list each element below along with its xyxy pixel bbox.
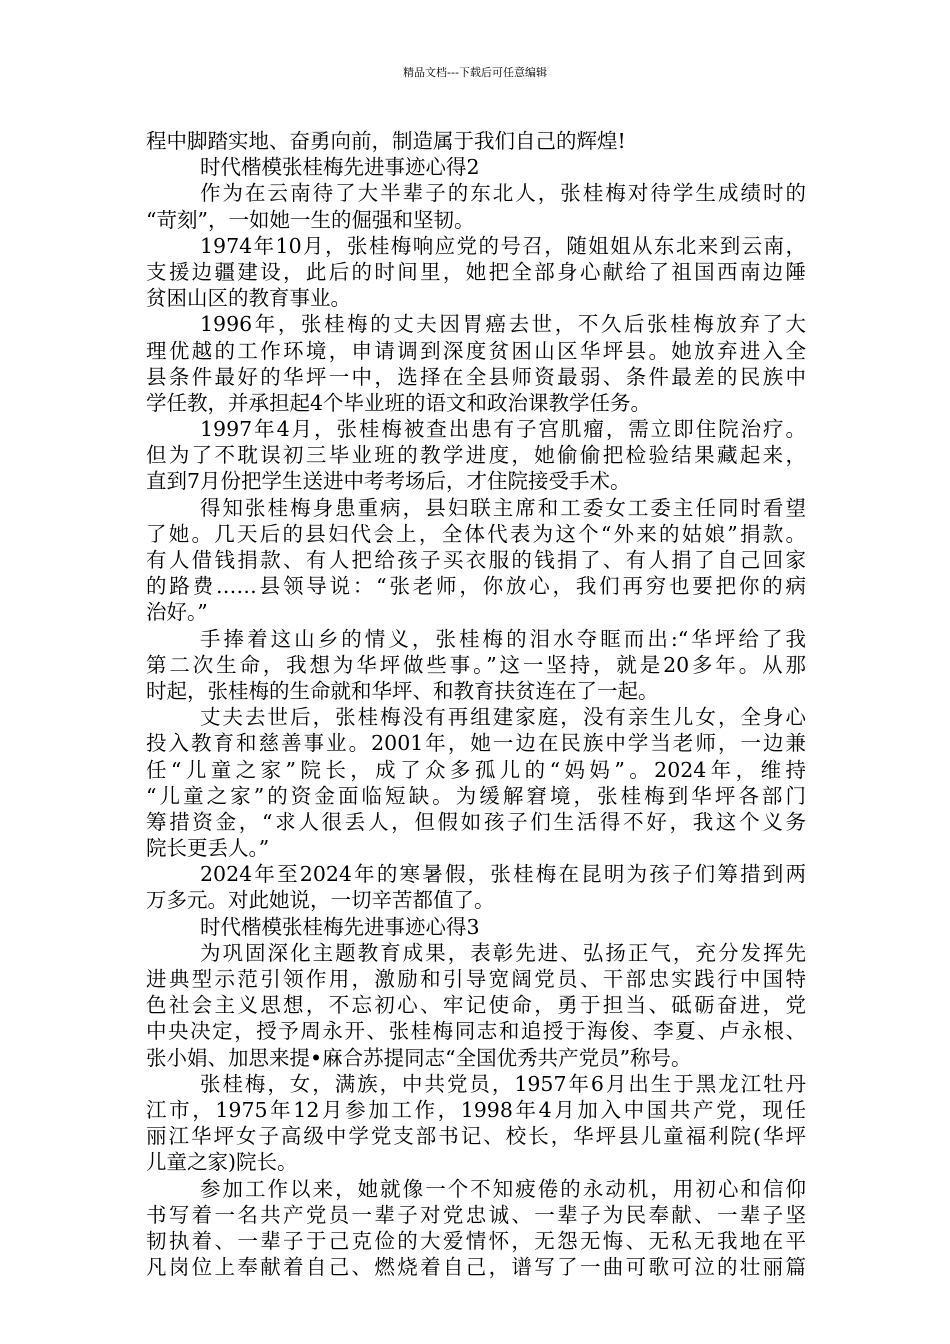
text-line: 1997年4月，张桂梅被查出患有子宫肌瘤，需立即住院治疗。 <box>200 417 806 442</box>
text-line: 为巩固深化主题教育成果，表彰先进、弘扬正气，充分发挥先 <box>200 940 806 965</box>
text-line: 支援边疆建设，此后的时间里，她把全部身心献给了祖国西南边陲 <box>146 259 806 284</box>
text-line: 张桂梅，女，满族，中共党员，1957年6月出生于黑龙江牡丹 <box>200 1071 806 1096</box>
text-line: 但为了不耽误初三毕业班的教学进度，她偷偷把检验结果藏起来， <box>146 443 806 468</box>
text-line: 进典型示范引领作用，激励和引导宽阔党员、干部忠实践行中国特 <box>146 967 806 991</box>
text-line: 院长更丢人。” <box>146 836 270 861</box>
text-line: 江市，1975年12月参加工作，1998年4月加入中国共产党，现任 <box>146 1097 806 1122</box>
text-line: 学任教，并承担起4个毕业班的语文和政治课教学任务。 <box>146 390 652 415</box>
text-line: 1996年，张桂梅的丈夫因胃癌去世，不久后张桂梅放弃了大 <box>200 312 806 337</box>
text-line: 的路费……县领导说：“张老师，你放心，我们再穷也要把你的病 <box>146 574 806 599</box>
text-line: 投入教育和慈善事业。2001年，她一边在民族中学当老师，一边兼 <box>146 731 806 756</box>
text-line: 丈夫去世后，张桂梅没有再组建家庭，没有亲生儿女，全身心 <box>200 705 806 730</box>
text-line: 儿童之家)院长。 <box>146 1150 298 1175</box>
text-line: 县条件最好的华坪一中，选择在全县师资最弱、条件最差的民族中 <box>146 364 806 389</box>
text-line: 中央决定，授予周永开、张桂梅同志和追授于海俊、李夏、卢永根、 <box>146 1019 806 1044</box>
text-line: 韧执着、一辈子于己克俭的大爱情怀，无怨无悔、无私无我地在平 <box>146 1228 806 1253</box>
text-line: “苛刻”，一如她一生的倔强和坚韧。 <box>146 207 475 232</box>
text-line: 丽江华坪女子高级中学党支部书记、校长，华坪县儿童福利院(华坪 <box>146 1124 806 1149</box>
text-line: 筹措资金，“求人很丢人，但假如孩子们生活得不好，我这个义务 <box>146 809 806 834</box>
text-line: 理优越的工作环境，申请调到深度贫困山区华坪县。她放弃进入全 <box>146 338 806 363</box>
document-body <box>146 128 806 1280</box>
text-line: 第二次生命，我想为华坪做些事。”这一坚持，就是20多年。从那 <box>146 652 806 677</box>
text-line: 时起，张桂梅的生命就和华坪、和教育扶贫连在了一起。 <box>146 678 659 703</box>
section-heading: 时代楷模张桂梅先进事迹心得3 <box>200 914 480 939</box>
text-line: 色社会主义思想，不忘初心、牢记使命，勇于担当、砥砺奋进，党 <box>146 993 806 1018</box>
text-line: 1974年10月，张桂梅响应党的号召，随姐姐从东北来到云南， <box>200 233 806 258</box>
text-line: 作为在云南待了大半辈子的东北人，张桂梅对待学生成绩时的 <box>200 181 806 206</box>
text-line: 直到7月份把学生送进中考考场后，才住院接受手术。 <box>146 469 631 494</box>
text-line: 参加工作以来，她就像一个不知疲倦的永动机，用初心和信仰 <box>200 1176 806 1201</box>
text-line: 万多元。对此她说，一切辛苦都值了。 <box>146 888 495 913</box>
text-line: 贫困山区的教育事业。 <box>146 286 351 311</box>
text-line: 凡岗位上奉献着自己、燃烧着自己，谱写了一曲可歌可泣的壮丽篇 <box>146 1255 806 1280</box>
text-line: 手捧着这山乡的情义，张桂梅的泪水夺眶而出:“华坪给了我 <box>200 626 806 651</box>
text-line: 任“儿童之家”院长，成了众多孤儿的“妈妈”。2024年，维持 <box>146 757 806 782</box>
section-heading: 时代楷模张桂梅先进事迹心得2 <box>200 155 480 180</box>
text-line: “儿童之家”的资金面临短缺。为缓解窘境，张桂梅到华坪各部门 <box>146 783 806 808</box>
text-line: 程中脚踏实地、奋勇向前，制造属于我们自己的辉煌! <box>146 129 626 153</box>
text-line: 张小娟、加思来提•麻合苏提同志“全国优秀共产党员”称号。 <box>146 1045 692 1070</box>
text-line: 治好。” <box>146 600 208 625</box>
text-line: 书写着一名共产党员一辈子对党忠诚、一辈子为民奉献、一辈子坚 <box>146 1202 806 1227</box>
text-line: 了她。几天后的县妇代会上，全体代表为这个“外来的姑娘”捐款。 <box>146 521 806 546</box>
text-line: 2024年至2024年的寒暑假，张桂梅在昆明为孩子们筹措到两 <box>200 862 806 887</box>
text-line: 有人借钱捐款、有人把给孩子买衣服的钱捐了、有人捐了自己回家 <box>146 548 806 572</box>
page-header-note: 精品文档---下载后可任意编辑 <box>403 66 547 79</box>
text-line: 得知张桂梅身患重病，县妇联主席和工委女工委主任同时看望 <box>200 495 806 520</box>
